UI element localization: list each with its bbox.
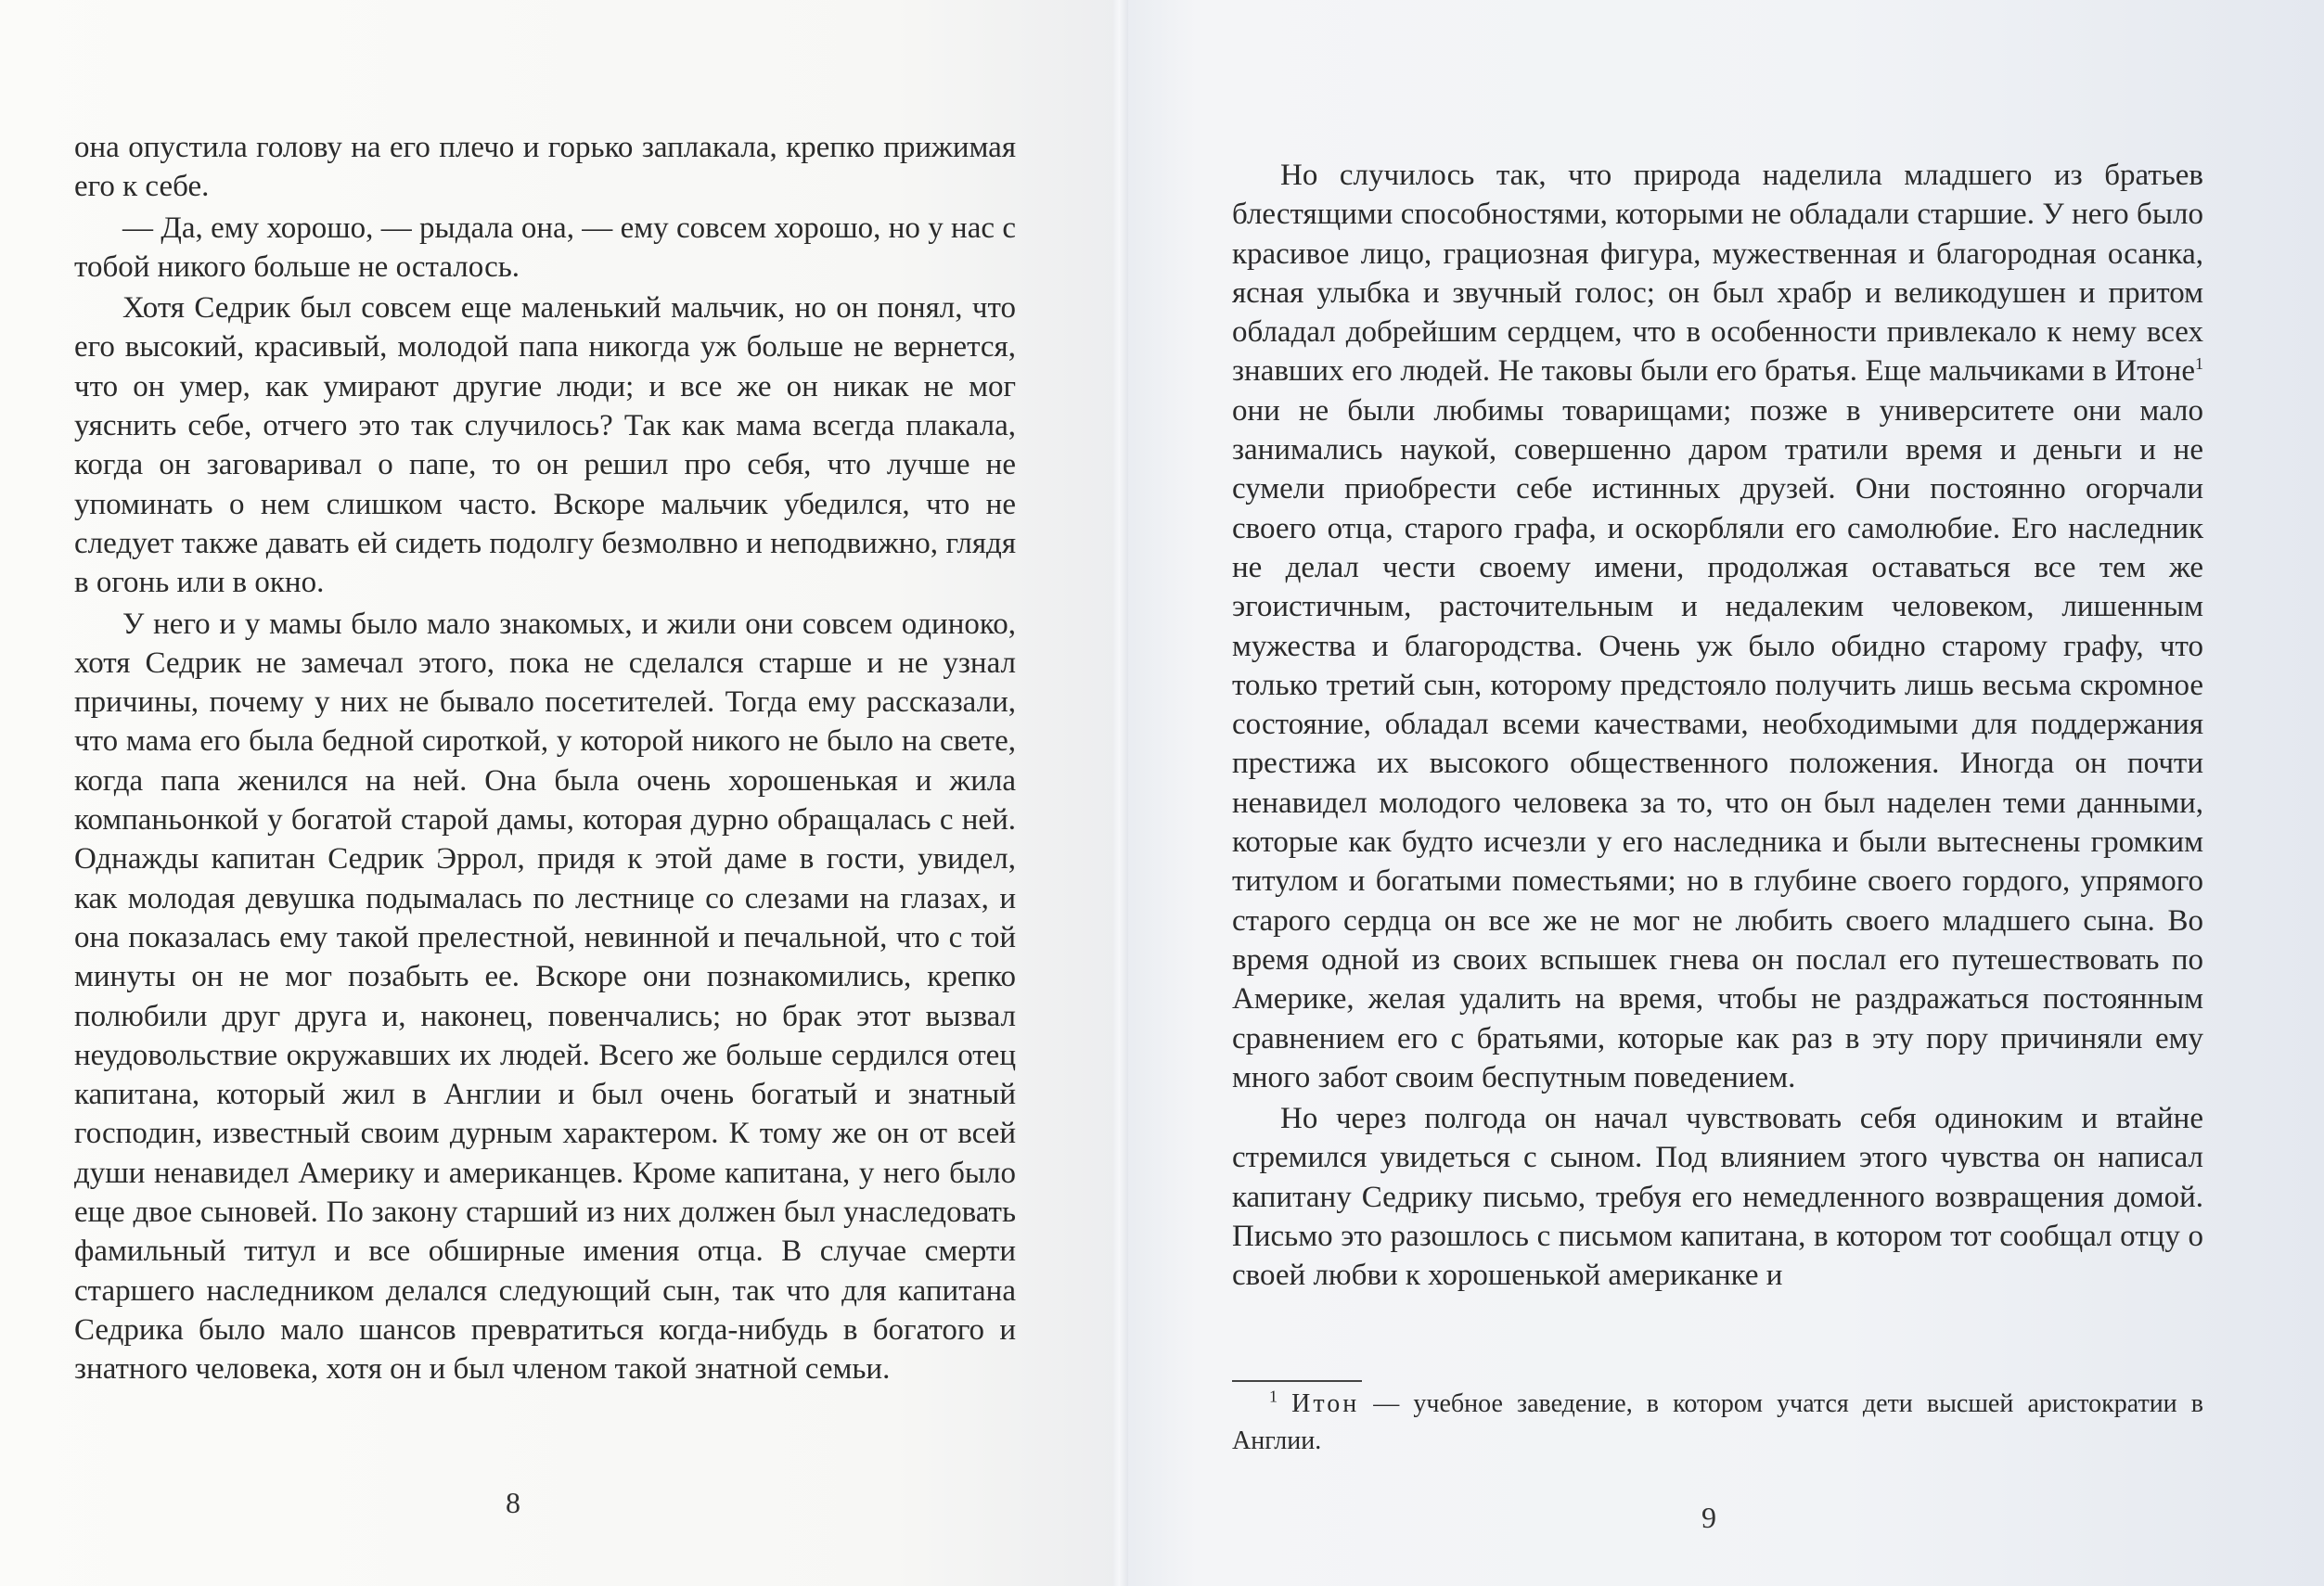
footnote-divider [1232,1380,1362,1382]
paragraph: она опустила голову на его плечо и горько заплакала, крепко прижимая его к себе. [74,131,1016,204]
paragraph: У него и у мамы было мало знакомых, и жили они совсем одиноко, хотя Седрик не замечал этого, пока не сделался старше и не узнал причины, почему у них не бывало посетителей. Тогда ему рассказали, что мама его была бедной сироткой, у которой никого не было на свете, когда папа женился на ней. Она была очень хорошенькая и жила компаньонкой у богатой старой дамы, которая дурно обращалась с ней. Однажды капитан Седрик Эррол, придя к этой даме в гости, увидел, как молодая девушка подымалась по лестнице со слезами на глазах, и она показалась ему такой прелестной, невинной и печальной, что с той минуты он не мог позабыть ее. Вскоре они познакомились, крепко полюбили друг друга и, наконец, повенчались; но брак этот вызвал неудовольствие окружавших их людей. Всего же больше сердился отец капитана, который жил в Англии и был очень богатый и знатный господин, известный своим дурным характером. К тому же он от всей души ненавидел Америку и американцев. Кроме капитана, у него было еще двое сыновей. По закону старший из них должен был унаследовать фамильный титул и все обширные имения отца. В случае смерти старшего наследником делался следующий сын, так что для капитана Седрика было мало шансов превратиться когда-нибудь в богатого и знатного человека, хотя он и был членом такой знатной семьи. [74,607,1016,1387]
book-gutter [1113,0,1128,1586]
footnote [1232,1386,2203,1460]
right-page-text [1232,156,2203,1296]
page-number-right: 9 [1701,1501,1716,1534]
paragraph [1232,156,2203,1097]
paragraph: — Да, ему хорошо, — рыдала она, — ему совсем хорошо, но у нас с тобой никого больше не осталось. [74,211,1016,284]
footnote-text: — учебное заведение, в котором учатся дети высшей аристократии в Англии. [1232,1389,2203,1455]
footnote-mark: 1 [1269,1387,1278,1406]
page-number-left: 8 [506,1486,520,1519]
left-page-text [74,128,1016,1389]
footnote-term: Итон [1291,1389,1360,1418]
paragraph: Но через полгода он начал чувствовать себя одиноким и втайне стремился увидеться с сыном. Под влиянием этого чувства он написал капитану Седрику письмо, требуя его немедленного возвращения домой. Письмо это разошлось с письмом капитана, в котором тот сообщал отцу о своей любви к хорошенькой американке и [1232,1102,2203,1293]
paragraph-text: они не были любимы товарищами; позже в университете они мало занимались наукой, совершенно даром тратили время и деньги и не сумели приобрести себе истинных друзей. Они постоянно огорчали своего отца, старого графа, и оскорбляли его самолюбие. Его наследник не делал чести своему имени, продолжая оставаться все тем же эгоистичным, расточительным и недалеким человеком, лишенным мужества и благородства. Очень уж было обидно старому графу, что только третий сын, которому предстояло получить лишь весьма скромное состояние, обладал всеми качествами, необходимыми для поддержания престижа их высокого общественного положения. Иногда он почти ненавидел молодого человека за то, что он был наделен теми данными, которые как будто исчезли у его наследника и были вытеснены громким титулом и богатыми поместьями; но в глубине своего гордого, упрямого старого сердца он все же не мог не любить своего младшего сына. Во время одной из своих вспышек гнева он послал его путешествовать по Америке, желая удалить на время, чтобы не раздражаться постоянным сравнением его с братьями, которые как раз в эту пору причиняли ему много забот своим беспутным поведением. [1232,393,2203,1094]
footnote-reference: 1 [2195,354,2203,374]
paragraph: Хотя Седрик был совсем еще маленький мальчик, но он понял, что его высокий, красивый, молодой папа никогда уж больше не вернется, что он умер, как умирают другие люди; и все же он никак не мог уяснить себе, отчего это так случилось? Так как мама всегда плакала, когда он заговаривал о папе, то он решил про себя, что лучше не упоминать о нем слишком часто. Вскоре мальчик убедился, что не следует также давать ей сидеть подолгу безмолвно и неподвижно, глядя в огонь или в окно. [74,291,1016,600]
paragraph-text: Но случилось так, что природа наделила младшего из братьев блестящими способностями, которыми не обладали старшие. У него было красивое лицо, грациозная фигура, мужественная и благородная осанка, ясная улыбка и звучный голос; он был храбр и великодушен и притом обладал добрейшим сердцем, что в особенности привлекало к нему всех знавших его людей. Не таковы были его братья. Еще мальчиками в Итоне [1232,159,2203,389]
